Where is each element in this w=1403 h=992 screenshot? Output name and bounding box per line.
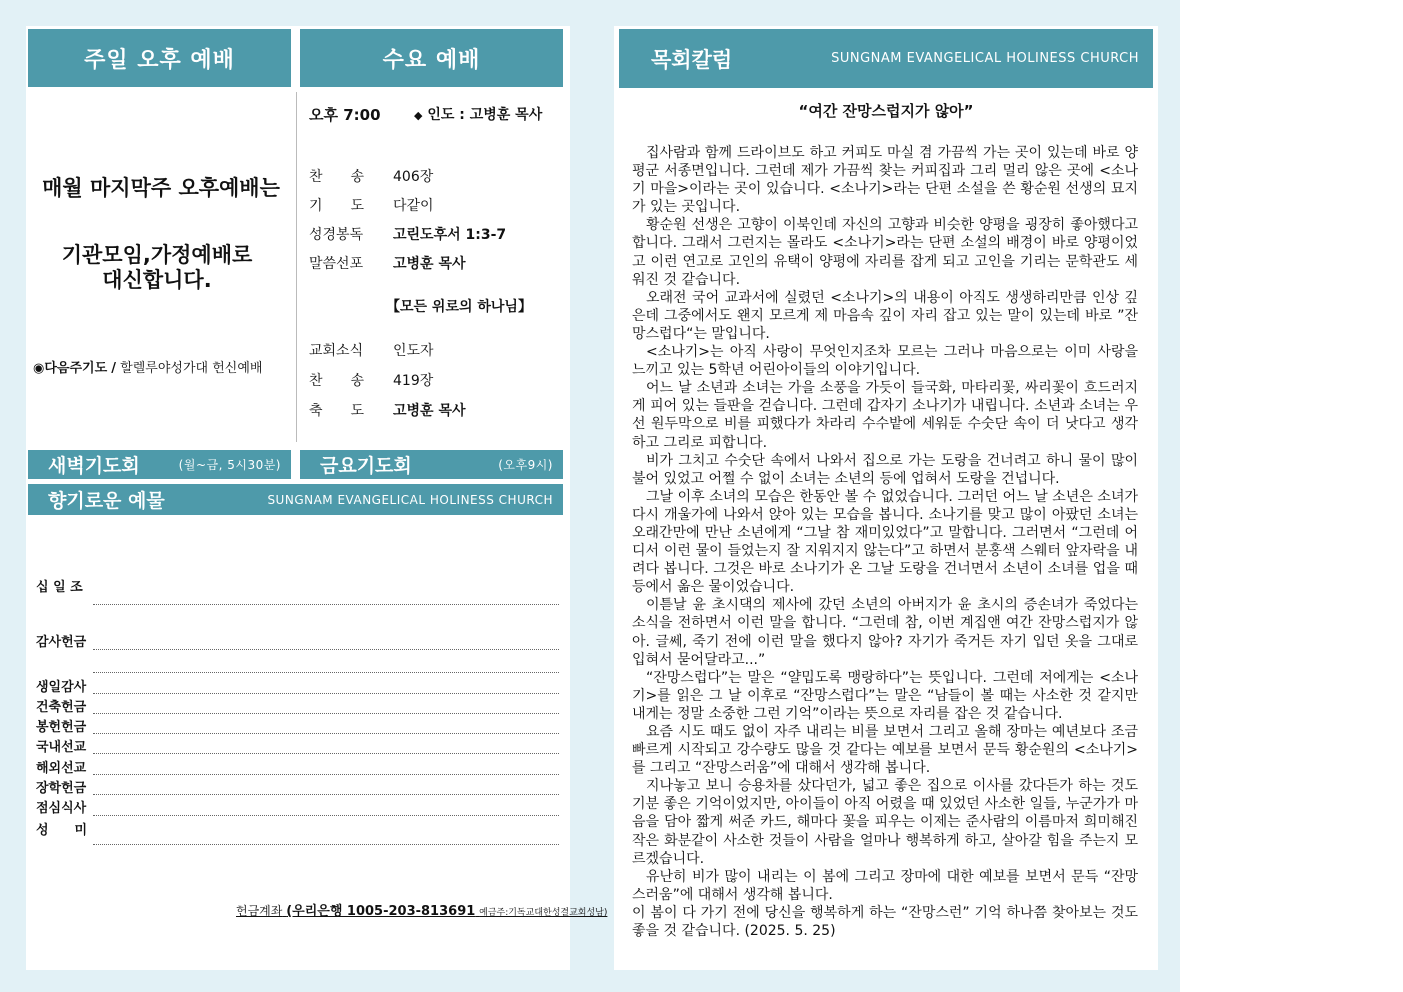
service-time: 오후 7:00 <box>309 106 381 124</box>
column-paragraph: 유난히 비가 많이 내리는 이 봄에 그리고 장마에 대한 예보를 보면서 문득 “잔망스러움”에 대해서 생각해 봅니다. <box>632 868 1138 903</box>
column-divider <box>296 92 297 442</box>
friday-prayer-bar <box>300 450 563 479</box>
offering-item: 국내선교 <box>36 740 87 755</box>
notice-line-1: 매월 마지막주 오후예배는 <box>42 176 280 200</box>
dawn-prayer-time: (월~금, 5시30분) <box>178 458 281 472</box>
sunday-pm-header: 주일 오후 예배 <box>28 29 291 87</box>
offering-line <box>93 649 559 650</box>
leader-text: 인도 : 고병훈 목사 <box>427 107 543 123</box>
notice-line-2: 기관모임,가정예배로 <box>61 243 253 267</box>
offering-line <box>93 672 559 673</box>
dawn-prayer-title: 새벽기도회 <box>48 455 140 477</box>
column-title: “여간 잔망스럽지가 않아” <box>798 102 974 120</box>
order-value: 고린도후서 1:3-7 <box>393 227 507 243</box>
column-paragraph: 황순원 선생은 고향이 이북인데 자신의 고향과 비슷한 양평을 굉장히 좋아했다고 합니다. 그래서 그런지는 몰라도 <소나기>라는 단편 소설의 배경이 바로 양평이었고 이런 연고로 고인의 유택이 양평에 자리를 잡게 되고 고인을 기리는 문학관도 세워진 것 같습니다. <box>632 217 1138 288</box>
column-paragraph: 비가 그치고 수숫단 속에서 나와서 집으로 가는 도랑을 건너려고 하니 물이 많이 불어 있었고 어쩔 수 없이 소녀는 소년의 등에 업혀서 도랑을 건넙니다. <box>632 452 1138 487</box>
next-week-label: 다음주기도 <box>44 361 108 376</box>
order-label: 교회소식 <box>309 343 364 359</box>
dawn-prayer-bar <box>28 450 291 479</box>
order-label: 축 도 <box>309 403 365 419</box>
service-leader <box>414 104 542 124</box>
diamond-icon: ◆ <box>414 109 423 122</box>
column-header <box>619 29 1153 88</box>
order-value: 406장 <box>393 169 434 185</box>
column-paragraph: 그날 이후 소녀의 모습은 한동안 볼 수 없었습니다. 그러던 어느 날 소년은 소녀가 다시 개울가에 나와서 앉아 있는 모습을 봅니다. 소나기를 맞고 많이 아팠던 소녀는 오래간만에 만난 소년에게 “그날 참 재미있었다”고 말합니다. 그러면서 “그런데 어디서 이런 물이 들었는지 잘 지워지지 않는다”고 하면서 분홍색 스웨터 앞자락을 내려다 봅니다. 그것은 바로 소나기가 온 그날 도랑을 건너면서 소년이 소녀를 업을 때 등에서 옮은 물이었습니다. <box>632 488 1138 596</box>
column-paragraph: “잔망스럽다”는 말은 “얄밉도록 맹랑하다”는 뜻입니다. 그런데 저에게는 <소나기>를 읽은 그 날 이후로 “잔망스럽다”는 말은 “남들이 볼 때는 사소한 것 같지만 내게는 정말 소중한 그런 기억”이라는 뜻으로 자리를 잡은 것 같습니다. <box>632 669 1138 722</box>
next-week-prayer <box>33 357 262 376</box>
offering-line <box>93 753 559 754</box>
order-label: 찬 송 <box>309 373 365 389</box>
offering-item: 봉헌헌금 <box>36 720 87 735</box>
offering-line <box>93 844 559 845</box>
wednesday-header: 수요 예배 <box>300 29 563 87</box>
friday-prayer-title: 금요기도회 <box>320 455 412 477</box>
offering-line <box>93 794 559 795</box>
offering-item: 장학헌금 <box>36 781 87 796</box>
offering-line <box>93 693 559 694</box>
column-paragraph: 이튿날 윤 초시댁의 제사에 갔던 소년의 아버지가 윤 초시의 증손녀가 죽었다는 소식을 전하면서 이런 말을 합니다. “그런데 참, 이번 계집앤 여간 잔망스럽지가 않아. 글쎄, 죽기 전에 이런 말을 했다지 않아? 자기가 죽거든 자기 입던 옷을 그대로 입혀서 묻어달라고...” <box>632 597 1138 668</box>
order-value: 고병훈 목사 <box>393 256 466 272</box>
next-week-value: 할렐루야성가대 헌신예배 <box>120 361 263 376</box>
order-label: 성경봉독 <box>309 227 364 243</box>
order-value: 419장 <box>393 373 434 389</box>
account-number: (우리은행 1005-203-813691 <box>286 904 476 919</box>
notice-line-3: 대신합니다. <box>102 268 212 292</box>
column-paragraph: 지나놓고 보니 승용차를 샀다던가, 넓고 좋은 집으로 이사를 갔다든가 하는 것도 기분 좋은 기억이었지만, 아이들이 아직 어렸을 때 있었던 사소한 일들, 누군가가 마음을 담아 짧게 써준 카드, 해마다 꽃을 피우는 이제는 준사람의 이름마저 희미해진 작은 화분같이 사소한 것들이 사람을 얼마나 행복하게 하고, 살아갈 힘을 주는지 모르겠습니다. <box>632 778 1138 867</box>
offering-item: 해외선교 <box>36 761 87 776</box>
order-label: 기 도 <box>309 198 365 214</box>
order-label: 말씀선포 <box>309 256 364 272</box>
column-paragraph: 이 봄이 다 가기 전에 당신을 행복하게 하는 “잔망스런” 기억 하나쯤 찾아보는 것도 좋을 것 같습니다. (2025. 5. 25) <box>632 904 1138 940</box>
offering-title: 향기로운 예물 <box>48 490 165 512</box>
column-header-title: 목회칼럼 <box>651 47 733 72</box>
offering-item: 건축헌금 <box>36 700 87 715</box>
offering-item: 생일감사 <box>36 680 87 695</box>
column-church-name: SUNGNAM EVANGELICAL HOLINESS CHURCH <box>831 51 1139 66</box>
offering-item: 십 일 조 <box>36 580 83 595</box>
column-paragraph: <소나기>는 아직 사랑이 무엇인지조차 모르는 그러나 마음으로는 이미 사랑을 느끼고 있는 5학년 어린아이들의 이야기입니다. <box>632 344 1138 379</box>
separator: / <box>111 361 117 376</box>
column-paragraph: 집사람과 함께 드라이브도 하고 커피도 마실 겸 가끔씩 가는 곳이 있는데 바로 양평군 서종면입니다. 그런데 제가 가끔씩 찾는 커피집과 그리 멀리 않은 곳에 <소나기 마을>이라는 곳이 있습니다. <소나기>라는 단편 소설을 쓴 황순원 선생의 묘지가 있는 곳입니다. <box>632 145 1138 216</box>
offering-church-name: SUNGNAM EVANGELICAL HOLINESS CHURCH <box>267 492 553 507</box>
friday-prayer-time: (오후9시) <box>498 458 553 472</box>
order-value: 인도자 <box>393 343 434 359</box>
offering-line <box>93 713 559 714</box>
column-paragraph: 어느 날 소년과 소녀는 가을 소풍을 가듯이 들국화, 마타리꽃, 싸리꽃이 흐드러지게 피어 있는 들판을 걷습니다. 그런데 갑자기 소나기가 내립니다. 소년과 소녀는 우선 원두막으로 비를 피했다가 차라리 수수밭에 세워둔 수숫단 속이 더 낫다고 생각하고 그리로 피합니다. <box>632 380 1138 451</box>
order-value: 고병훈 목사 <box>393 403 466 419</box>
offering-line <box>93 733 559 734</box>
offering-account <box>236 900 607 919</box>
sermon-title: 【모든 위로의 하나님】 <box>386 299 532 315</box>
offering-item: 점심식사 <box>36 801 87 816</box>
order-value: 다같이 <box>393 198 434 214</box>
column-body <box>632 144 1138 940</box>
offering-line <box>93 815 559 816</box>
column-paragraph: 요즘 시도 때도 없이 자주 내리는 비를 보면서 그리고 올해 장마는 예년보다 조금 빠르게 시작되고 강수량도 많을 것 같다는 예보를 보면서 문득 황순원의 <소나기>를 그리고 “잔망스러움”에 대해서 생각해 봅니다. <box>632 724 1138 777</box>
column-paragraph: 오래전 국어 교과서에 실렸던 <소나기>의 내용이 아직도 생생하리만큼 인상 깊은데 그중에서도 왠지 모르게 제 마음속 깊이 자리 잡고 있는 말이 있는데 바로 ”잔망스럽다“는 말입니다. <box>632 289 1138 342</box>
offering-line <box>93 774 559 775</box>
offering-item: 감사헌금 <box>36 635 87 650</box>
offering-line <box>93 604 559 605</box>
order-label: 찬 송 <box>309 169 365 185</box>
offering-item: 성 미 <box>36 823 88 838</box>
account-holder: 예금주:기독교대한성결교회성남) <box>479 908 608 918</box>
account-label: 헌금계좌 <box>236 904 283 918</box>
offering-header <box>28 484 563 515</box>
bullet-icon: ◉ <box>33 361 45 376</box>
